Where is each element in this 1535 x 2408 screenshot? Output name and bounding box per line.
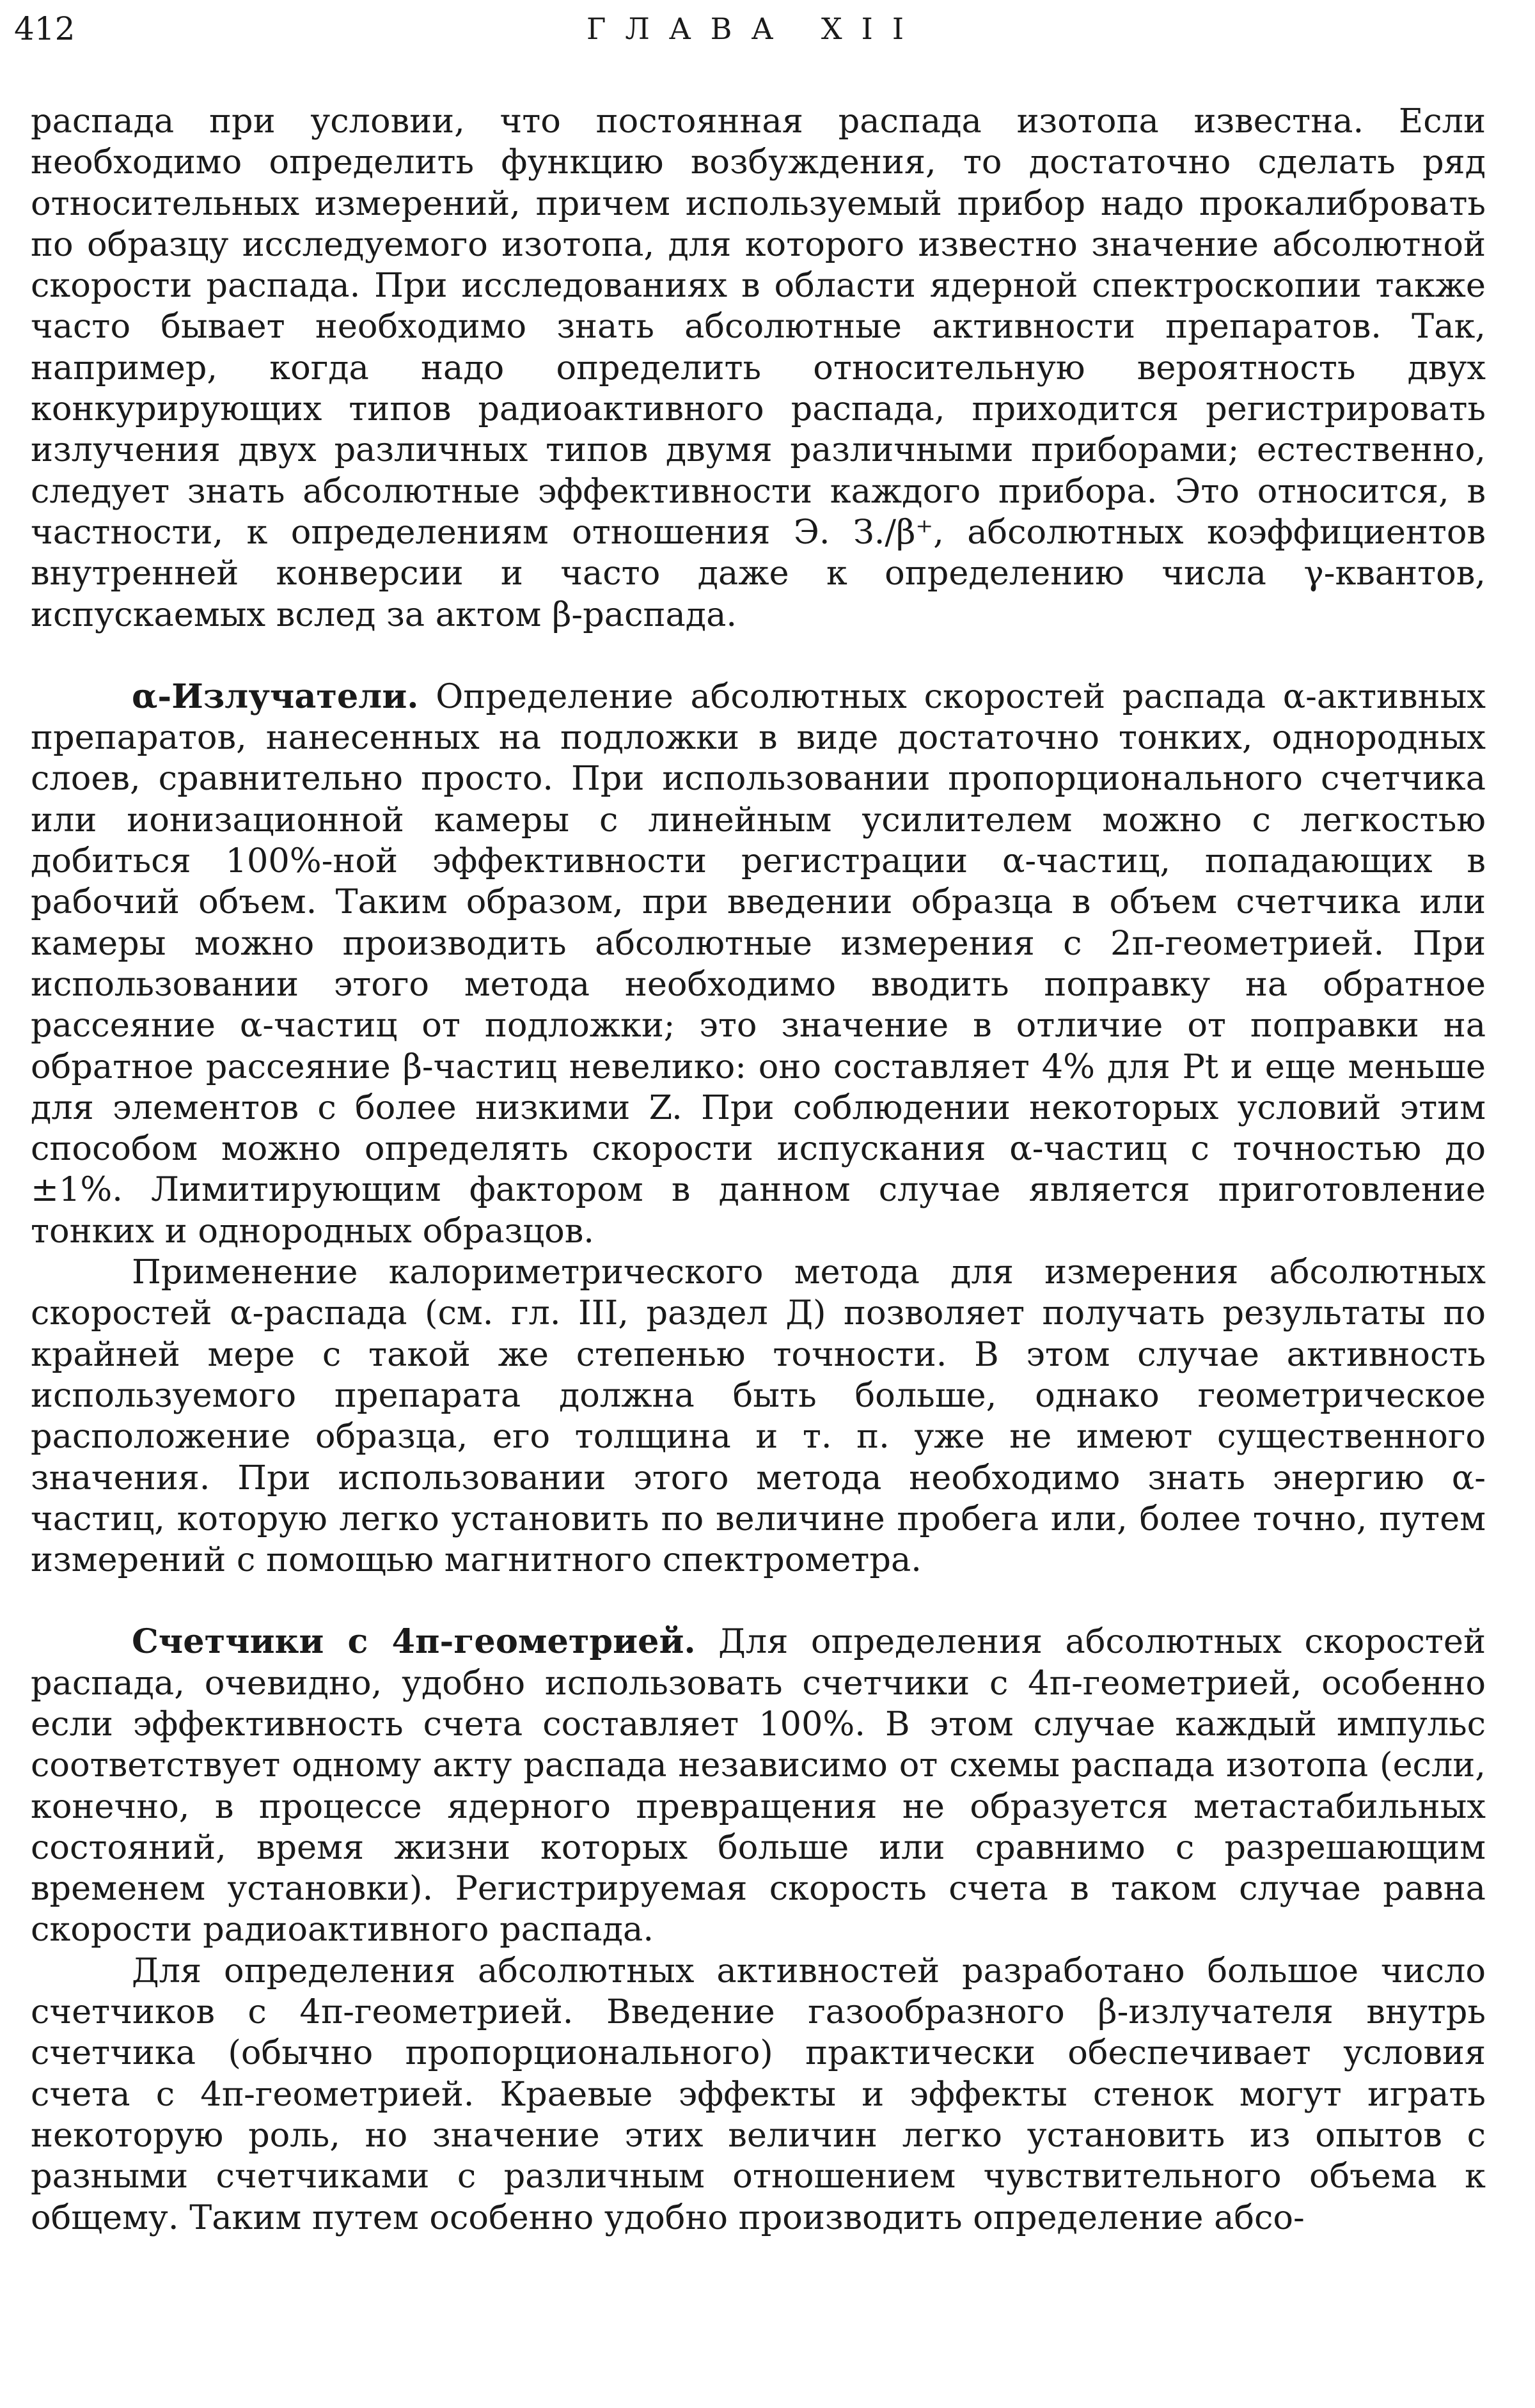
paragraph-absolute-activities: Для определения абсолютных активностей разработано большое число счетчиков с 4π-геометрией. Введение газообразного β-излучателя внутрь счетчика (обычно пропорционального) практически обеспечивает условия счета с 4π-геометрией. Краевые эффекты и эффекты стенок могут играть некоторую роль, но значение этих величин легко установить из опытов с разными счетчиками с различным отношением чувствительного объема к общему. Таким путем особенно удобно производить определение абсо- <box>31 1951 1486 2237</box>
running-head: ГЛАВА XII <box>586 12 924 46</box>
page-body <box>31 101 1486 2239</box>
alpha-emitters-text: Определение абсолютных скоростей распада α-активных препаратов, нанесенных на подложки в виде достаточно тонких, однородных слоев, сравнительно просто. При использовании пропорционального счетчика или ионизационной камеры с линейным усилителем можно с легкостью добиться 100%-ной эффективности регистрации α-частиц, попадающих в рабочий объем. Таким образом, при введении образца в объем счетчика или камеры можно производить абсолютные измерения с 2π-геометрией. При использовании этого метода необходимо вводить поправку на обратное рассеяние α-частиц от подложки; это значение в отличие от поправки на обратное рассеяние β-частиц невелико: оно составляет 4% для Pt и еще меньше для элементов с более низкими Z. При соблюдении некоторых условий этим способом можно определять скорости испускания α-частиц с точностью до ±1%. Лимитирующим фактором в данном случае является приготовление тонких и однородных образцов. <box>31 676 1486 1251</box>
4pi-counters-text: Для определения абсолютных скоростей распада, очевидно, удобно использовать счетчики с 4π-геометрией, особенно если эффективность счета составляет 100%. В этом случае каждый импульс соответствует одному акту распада независимо от схемы распада изотопа (если, конечно, в процессе ядерного превращения не образуется метастабильных состояний, время жизни которых больше или сравнимо с разрешающим временем установки). Регистрируемая скорость счета в таком случае равна скорости радиоактивного распада. <box>31 1622 1486 1950</box>
paragraph-calorimetric: Применение калориметрического метода для измерения абсолютных скоростей α-распада (см. гл. III, раздел Д) позволяет получать результаты по крайней мере с такой же степенью точности. В этом случае активность используемого препарата должна быть больше, однако геометрическое расположение образца, его толщина и т. п. уже не имеют существенного значения. При использовании этого метода необходимо знать энергию α-частиц, которую легко установить по величине пробега или, более точно, путем измерений с помощью магнитного спектрометра. <box>31 1253 1486 1580</box>
alpha-emitters-heading: α-Излучатели. <box>132 676 419 716</box>
page-number: 412 <box>14 10 75 47</box>
paragraph-1: распада при условии, что постоянная распада изотопа известна. Если необходимо определить функцию возбуждения, то достаточно сделать ряд относительных измерений, причем используемый прибор надо прокалибровать по образцу исследуемого изотопа, для которого известно значение абсолютной скорости распада. При исследованиях в области ядерной спектроскопии также часто бывает необходимо знать абсолютные активности препаратов. Так, например, когда надо определить относительную вероятность двух конкурирующих типов радиоактивного распада, приходится регистрировать излучения двух различных типов двумя различными приборами; естественно, следует знать абсолютные эффективности каждого прибора. Это относится, в частности, к определениям отношения Э. З./β⁺, абсолютных коэффициентов внутренней конверсии и часто даже к определению числа γ-квантов, испускаемых вслед за актом β-распада. <box>31 102 1486 634</box>
section-gap <box>31 636 1486 676</box>
section-gap <box>31 1581 1486 1622</box>
4pi-counters-heading: Счетчики с 4π-геометрией. <box>132 1622 696 1662</box>
page-header <box>14 6 1495 51</box>
paragraph-4pi-counters <box>31 1622 1486 1950</box>
paragraph-alpha-emitters <box>31 676 1486 1252</box>
